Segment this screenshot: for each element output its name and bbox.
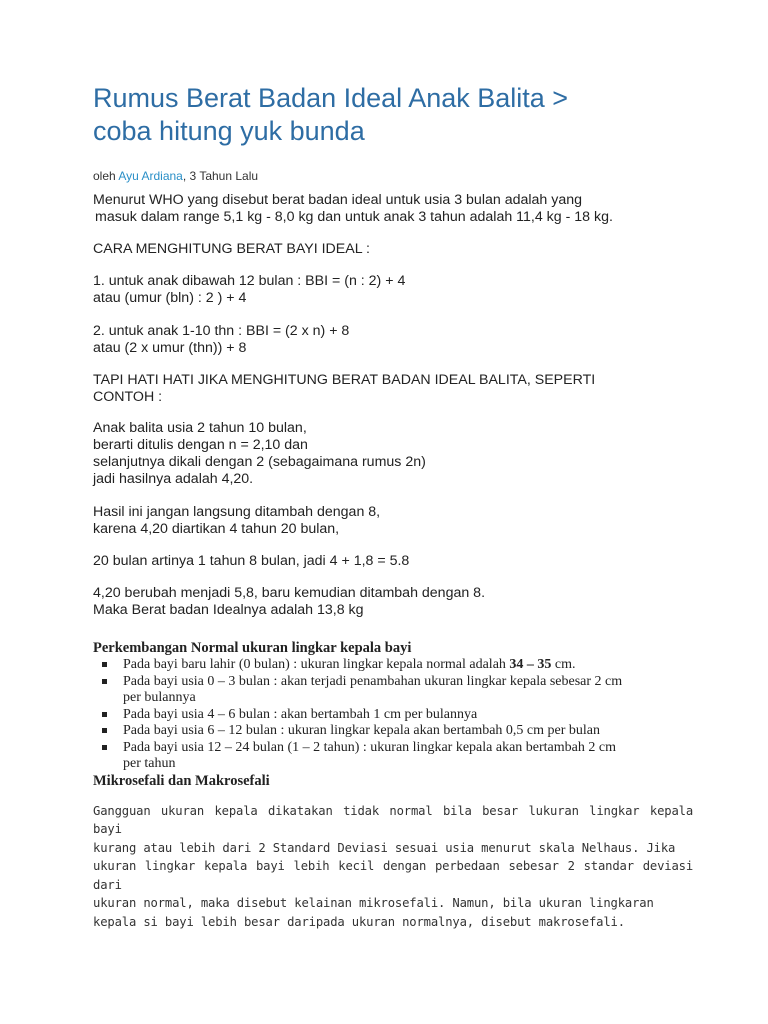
calc-line: 20 bulan artinya 1 tahun 8 bulan, jadi 4 + 1,8 = 5.8	[93, 553, 410, 569]
micro-line-3: ukuran lingkar kepala bayi lebih kecil dengan perbedaan sebesar 2 standar deviasi dari	[93, 859, 693, 892]
byline-prefix: oleh	[93, 169, 119, 183]
item-4-text: Pada bayi usia 6 – 12 bulan : ukuran lingkar kepala akan bertambah 0,5 cm per bulan	[123, 723, 601, 738]
result-paragraph	[93, 585, 693, 619]
cara-heading: CARA MENGHITUNG BERAT BAYI IDEAL :	[93, 241, 370, 257]
head-circumference-heading: Perkembangan Normal ukuran lingkar kepala bayi	[93, 640, 412, 656]
item-5-line-1: Pada bayi usia 12 – 24 bulan (1 – 2 tahun) : ukuran lingkar kepala akan bertambah 2 cm	[123, 739, 616, 755]
item-2-line-1: Pada bayi usia 0 – 3 bulan : akan terjadi penambahan ukuran lingkar kepala sebesar 2 cm	[123, 673, 623, 689]
micro-line-1: Gangguan ukuran kepala dikatakan tidak normal bila besar lukuran lingkar kepala bayi	[93, 803, 693, 836]
result-line-2: Maka Berat badan Idealnya adalah 13,8 kg	[93, 602, 364, 618]
item-1-range: 34 – 35	[509, 657, 552, 672]
title-line-2: coba hitung yuk bunda	[93, 116, 365, 146]
warning-paragraph	[93, 372, 693, 406]
warning-line-2: CONTOH :	[93, 389, 163, 405]
intro-paragraph	[93, 192, 693, 226]
title-line-1: Rumus Berat Badan Ideal Anak Balita >	[93, 83, 569, 113]
item-2-line-2: per bulannya	[123, 690, 196, 705]
byline	[93, 169, 693, 183]
micro-macro-paragraph	[93, 802, 693, 932]
item-3-text: Pada bayi usia 4 – 6 bulan : akan bertambah 1 cm per bulannya	[123, 706, 478, 722]
rule-1-line-1: 1. untuk anak dibawah 12 bulan : BBI = (n : 2) + 4	[93, 273, 406, 289]
micro-line-5: kepala si bayi lebih besar daripada ukuran normalnya, disebut makrosefali.	[93, 914, 625, 929]
micro-macro-heading: Mikrosefali dan Makrosefali	[93, 772, 270, 789]
list-item	[123, 707, 693, 724]
micro-line-2: kurang atau lebih dari 2 Standard Deviasi sesuai usia menurut skala Nelhaus. Jika	[93, 840, 676, 855]
example-line-1: Anak balita usia 2 tahun 10 bulan,	[93, 420, 307, 436]
list-item	[123, 657, 693, 674]
document-page	[93, 82, 693, 931]
example-paragraph	[93, 420, 693, 488]
rule-2	[93, 323, 693, 357]
list-item	[123, 674, 693, 707]
note-paragraph	[93, 504, 693, 538]
micro-line-4: ukuran normal, maka disebut kelainan mikrosefali. Namun, bila ukuran lingkaran	[93, 896, 654, 910]
list-item	[123, 723, 693, 740]
item-1-unit: cm.	[551, 657, 576, 672]
head-circumference-list	[93, 657, 693, 773]
rule-1	[93, 273, 693, 307]
item-1-text: Pada bayi baru lahir (0 bulan) : ukuran lingkar kepala normal adalah	[123, 657, 510, 672]
example-line-3: selanjutnya dikali dengan 2 (sebagaimana rumus 2n)	[93, 454, 426, 470]
result-line-1: 4,20 berubah menjadi 5,8, baru kemudian ditambah dengan 8.	[93, 585, 486, 601]
example-line-2: berarti ditulis dengan n = 2,10 dan	[93, 437, 308, 453]
intro-line-1: Menurut WHO yang disebut berat badan ideal untuk usia 3 bulan adalah yang	[93, 192, 583, 208]
item-5-line-2: per tahun	[123, 756, 176, 771]
example-line-4: jadi hasilnya adalah 4,20.	[93, 471, 254, 487]
rule-2-line-2: atau (2 x umur (thn)) + 8	[93, 340, 247, 356]
rule-1-line-2: atau (umur (bln) : 2 ) + 4	[93, 290, 247, 306]
byline-date: , 3 Tahun Lalu	[182, 169, 259, 183]
intro-line-2: masuk dalam range 5,1 kg - 8,0 kg dan untuk anak 3 tahun adalah 11,4 kg - 18 kg.	[95, 209, 613, 225]
note-line-2: karena 4,20 diartikan 4 tahun 20 bulan,	[93, 521, 340, 537]
article-title	[93, 82, 693, 148]
note-line-1: Hasil ini jangan langsung ditambah dengan 8,	[93, 504, 381, 520]
warning-line-1: TAPI HATI HATI JIKA MENGHITUNG BERAT BADAN IDEAL BALITA, SEPERTI	[93, 372, 596, 388]
list-item	[123, 740, 693, 773]
author-link[interactable]: Ayu Ardiana	[118, 169, 183, 183]
rule-2-line-1: 2. untuk anak 1-10 thn : BBI = (2 x n) + 8	[93, 323, 350, 339]
